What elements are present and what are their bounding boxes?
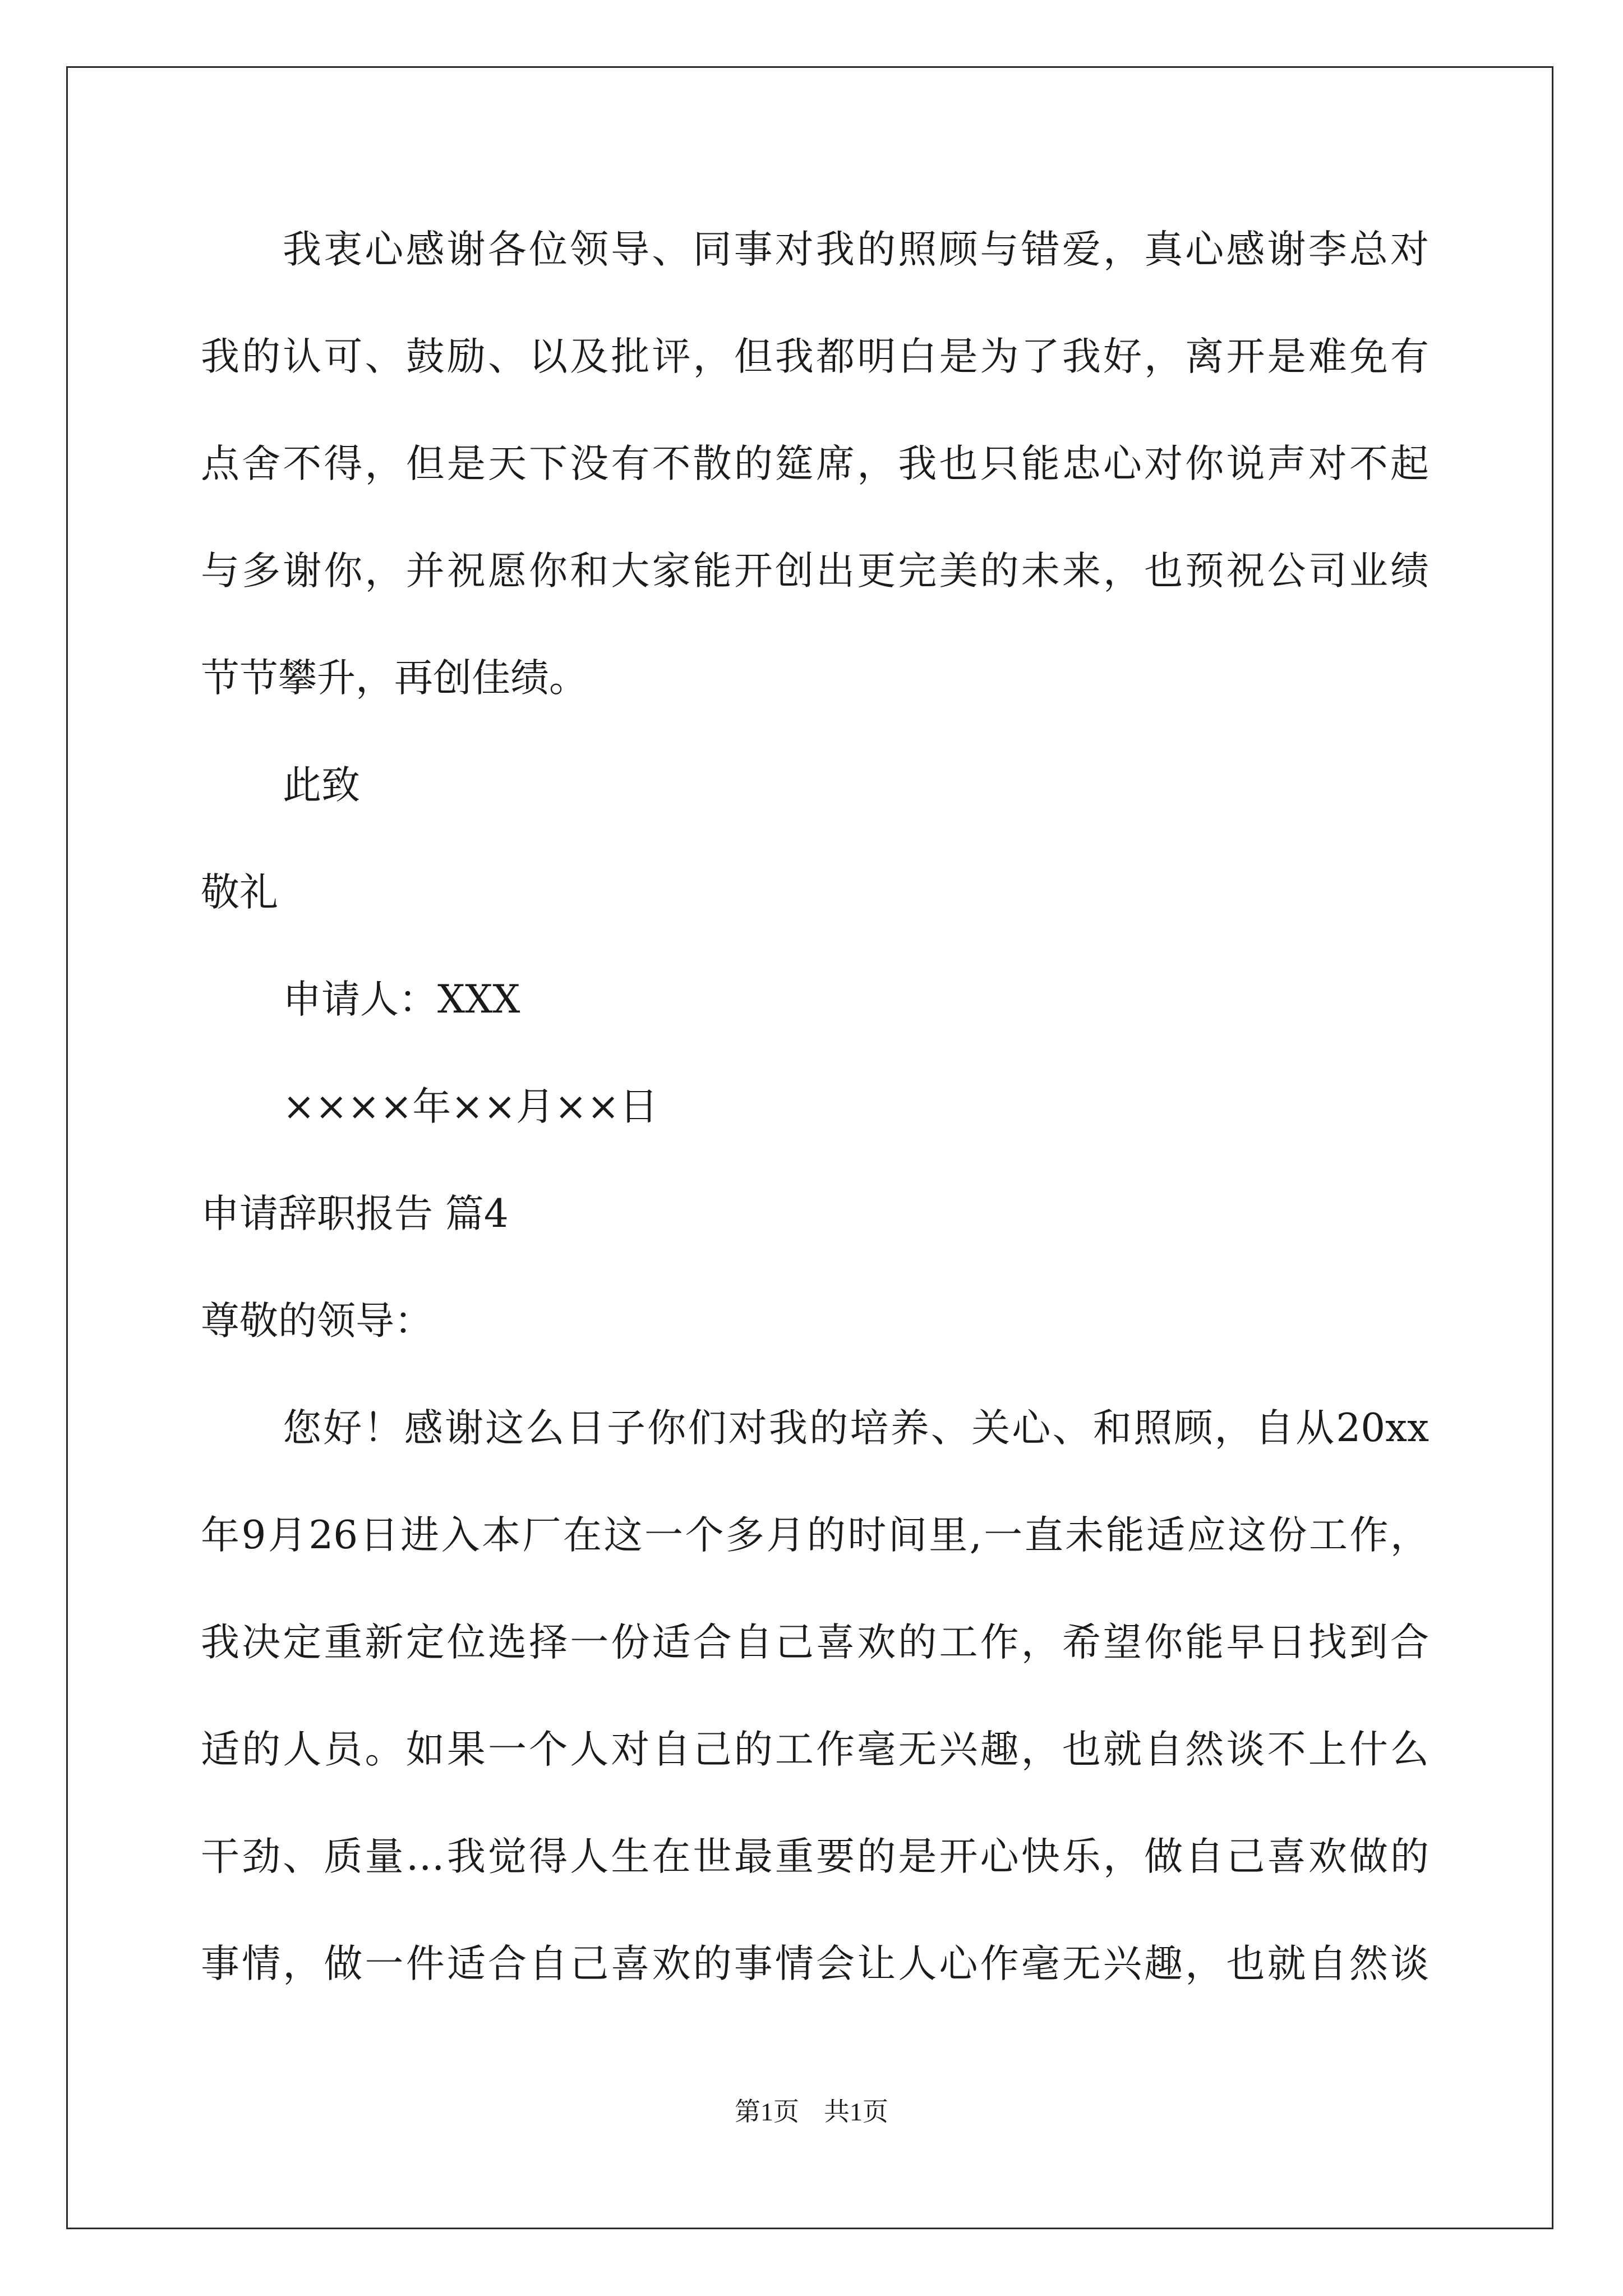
paragraph-line: 与多谢你，并祝愿你和大家能开创出更完美的未来，也预祝公司业绩 — [201, 549, 1429, 593]
paragraph-line: 适的人员。如果一个人对自己的工作毫无兴趣，也就自然谈不上什么 — [201, 1727, 1429, 1772]
paragraph-line: 干劲、质量…我觉得人生在世最重要的是开心快乐，做自己喜欢做的 — [201, 1834, 1429, 1879]
section-heading: 申请辞职报告 篇4 — [201, 1191, 509, 1236]
applicant-line: 申请人：XXX — [283, 977, 520, 1022]
page-border — [66, 66, 1553, 2229]
page-total: 共1页 — [824, 2097, 888, 2126]
paragraph-line: 节节攀升，再创佳绩。 — [201, 656, 588, 701]
page-number: 第1页 — [735, 2097, 799, 2126]
paragraph-line: 点舍不得，但是天下没有不散的筵席，我也只能忠心对你说声对不起 — [201, 441, 1429, 486]
paragraph-line: 年9月26日进入本厂在这一个多月的时间里,一直未能适应这份工作， — [201, 1513, 1429, 1558]
paragraph-line: 我的认可、鼓励、以及批评，但我都明白是为了我好，离开是难免有 — [201, 334, 1429, 379]
paragraph-line: 事情，做一件适合自己喜欢的事情会让人心作毫无兴趣，也就自然谈 — [201, 1941, 1429, 1986]
date-line: ××××年××月××日 — [283, 1084, 658, 1129]
greeting-line: 尊敬的领导： — [201, 1299, 433, 1343]
paragraph-line: 您好！感谢这么日子你们对我的培养、关心、和照顾，自从20xx — [283, 1406, 1429, 1451]
closing-salutation: 此致 — [283, 763, 360, 808]
page-footer — [0, 2095, 1623, 2129]
paragraph-line: 我衷心感谢各位领导、同事对我的照顾与错爱，真心感谢李总对 — [283, 227, 1429, 272]
closing-regards: 敬礼 — [201, 870, 278, 915]
paragraph-line: 我决定重新定位选择一份适合自己喜欢的工作，希望你能早日找到合 — [201, 1620, 1429, 1665]
